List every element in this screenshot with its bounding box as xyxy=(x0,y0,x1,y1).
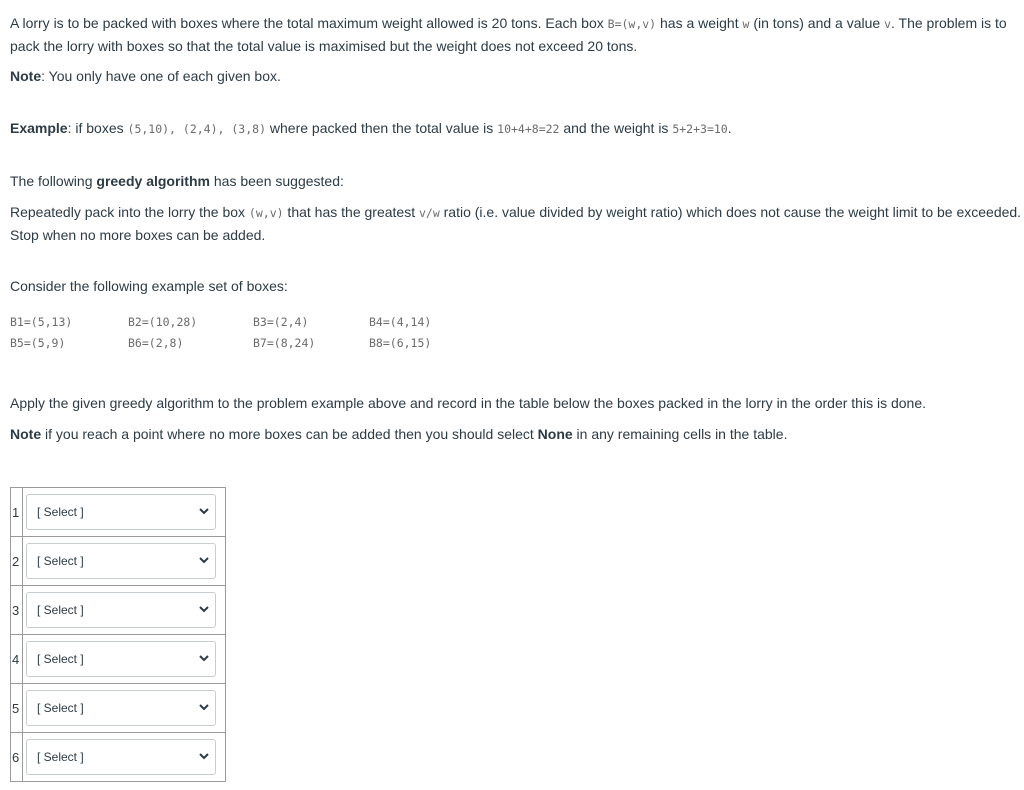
example-text: : if boxes xyxy=(67,120,128,136)
note-text: : You only have one of each given box. xyxy=(41,68,281,84)
apply-instruction: Apply the given greedy algorithm to the problem example above and record in the table below the boxes packed in the lorry in the order this is done. xyxy=(10,395,926,411)
problem-text: pack the lorry with boxes so that the total value is maximised but the weight does not exceed 20 tons. xyxy=(10,38,638,54)
problem-description xyxy=(10,12,1020,57)
answer-row xyxy=(11,537,226,586)
greedy-text: has been suggested: xyxy=(209,173,344,189)
note-label: Note xyxy=(10,68,42,84)
answer-table xyxy=(10,487,226,782)
greedy-desc-text: that has the greatest xyxy=(283,204,419,220)
row-number: 6 xyxy=(11,733,23,782)
greedy-desc-text: Stop when no more boxes can be added. xyxy=(10,227,266,243)
box-dropdown[interactable] xyxy=(26,739,216,775)
greedy-desc-text: ratio (i.e. value divided by weight ratio) which does not cause the weight limit to be exceeded. xyxy=(439,204,1022,220)
row-number: 4 xyxy=(11,635,23,684)
box-item: B4=(4,14) xyxy=(369,314,432,329)
code-v: v xyxy=(884,17,892,31)
example-text: where packed then the total value is xyxy=(266,120,498,136)
chevron-down-icon xyxy=(199,604,209,614)
greedy-algorithm-label: greedy algorithm xyxy=(96,173,210,189)
box-dropdown[interactable] xyxy=(26,543,216,579)
note-one-each xyxy=(10,65,281,87)
greedy-intro xyxy=(10,170,344,192)
code-box-tuple: (w,v) xyxy=(248,206,284,220)
box-dropdown[interactable] xyxy=(26,592,216,628)
dropdown-selected-value: [ Select ] xyxy=(37,505,84,519)
box-item: B2=(10,28) xyxy=(128,314,198,329)
example-text: and the weight is xyxy=(559,120,673,136)
box-item: B8=(6,15) xyxy=(369,335,432,350)
row-number: 5 xyxy=(11,684,23,733)
box-row xyxy=(10,332,530,353)
code-example-boxes: (5,10), (2,4), (3,8) xyxy=(127,122,266,136)
row-number: 2 xyxy=(11,537,23,586)
note-text: in any remaining cells in the table. xyxy=(572,426,788,442)
note-none xyxy=(10,423,787,445)
chevron-down-icon xyxy=(199,506,209,516)
box-dropdown[interactable] xyxy=(26,690,216,726)
code-ratio: v/w xyxy=(418,206,440,220)
select-cell xyxy=(23,635,226,684)
greedy-text: The following xyxy=(10,173,97,189)
select-cell xyxy=(23,733,226,782)
box-item: B7=(8,24) xyxy=(253,335,316,350)
answer-row xyxy=(11,488,226,537)
dropdown-selected-value: [ Select ] xyxy=(37,603,84,617)
answer-row xyxy=(11,684,226,733)
note-text: if you reach a point where no more boxes can be added then you should select xyxy=(41,426,538,442)
code-w: w xyxy=(742,17,750,31)
box-dropdown[interactable] xyxy=(26,494,216,530)
problem-text: A lorry is to be packed with boxes where the total maximum weight allowed is 20 tons. Each box xyxy=(10,15,608,31)
none-option-label: None xyxy=(537,426,573,442)
box-set xyxy=(10,311,530,353)
row-number: 1 xyxy=(11,488,23,537)
answer-row xyxy=(11,586,226,635)
row-number: 3 xyxy=(11,586,23,635)
select-cell xyxy=(23,586,226,635)
problem-text: has a weight xyxy=(656,15,743,31)
code-example-weight: 5+2+3=10 xyxy=(672,122,728,136)
greedy-desc-text: Repeatedly pack into the lorry the box xyxy=(10,204,249,220)
dropdown-selected-value: [ Select ] xyxy=(37,750,84,764)
select-cell xyxy=(23,684,226,733)
example-paragraph xyxy=(10,117,732,140)
problem-text: (in tons) and a value xyxy=(749,15,885,31)
chevron-down-icon xyxy=(199,653,209,663)
consider-heading: Consider the following example set of boxes: xyxy=(10,278,288,294)
code-box-tuple: B=(w,v) xyxy=(607,17,657,31)
answer-row xyxy=(11,635,226,684)
box-item: B6=(2,8) xyxy=(128,335,184,350)
note-label: Note xyxy=(10,426,42,442)
chevron-down-icon xyxy=(199,751,209,761)
select-cell xyxy=(23,537,226,586)
box-dropdown[interactable] xyxy=(26,641,216,677)
problem-text: . The problem is to xyxy=(891,15,1007,31)
select-cell xyxy=(23,488,226,537)
box-item: B5=(5,9) xyxy=(10,335,66,350)
box-item: B1=(5,13) xyxy=(10,314,73,329)
greedy-description xyxy=(10,201,1022,246)
dropdown-selected-value: [ Select ] xyxy=(37,554,84,568)
chevron-down-icon xyxy=(199,555,209,565)
chevron-down-icon xyxy=(199,702,209,712)
dropdown-selected-value: [ Select ] xyxy=(37,652,84,666)
dropdown-selected-value: [ Select ] xyxy=(37,701,84,715)
box-item: B3=(2,4) xyxy=(253,314,309,329)
code-example-value: 10+4+8=22 xyxy=(497,122,560,136)
answer-row xyxy=(11,733,226,782)
example-label: Example xyxy=(10,120,68,136)
box-row xyxy=(10,311,530,332)
example-text: . xyxy=(727,120,732,136)
